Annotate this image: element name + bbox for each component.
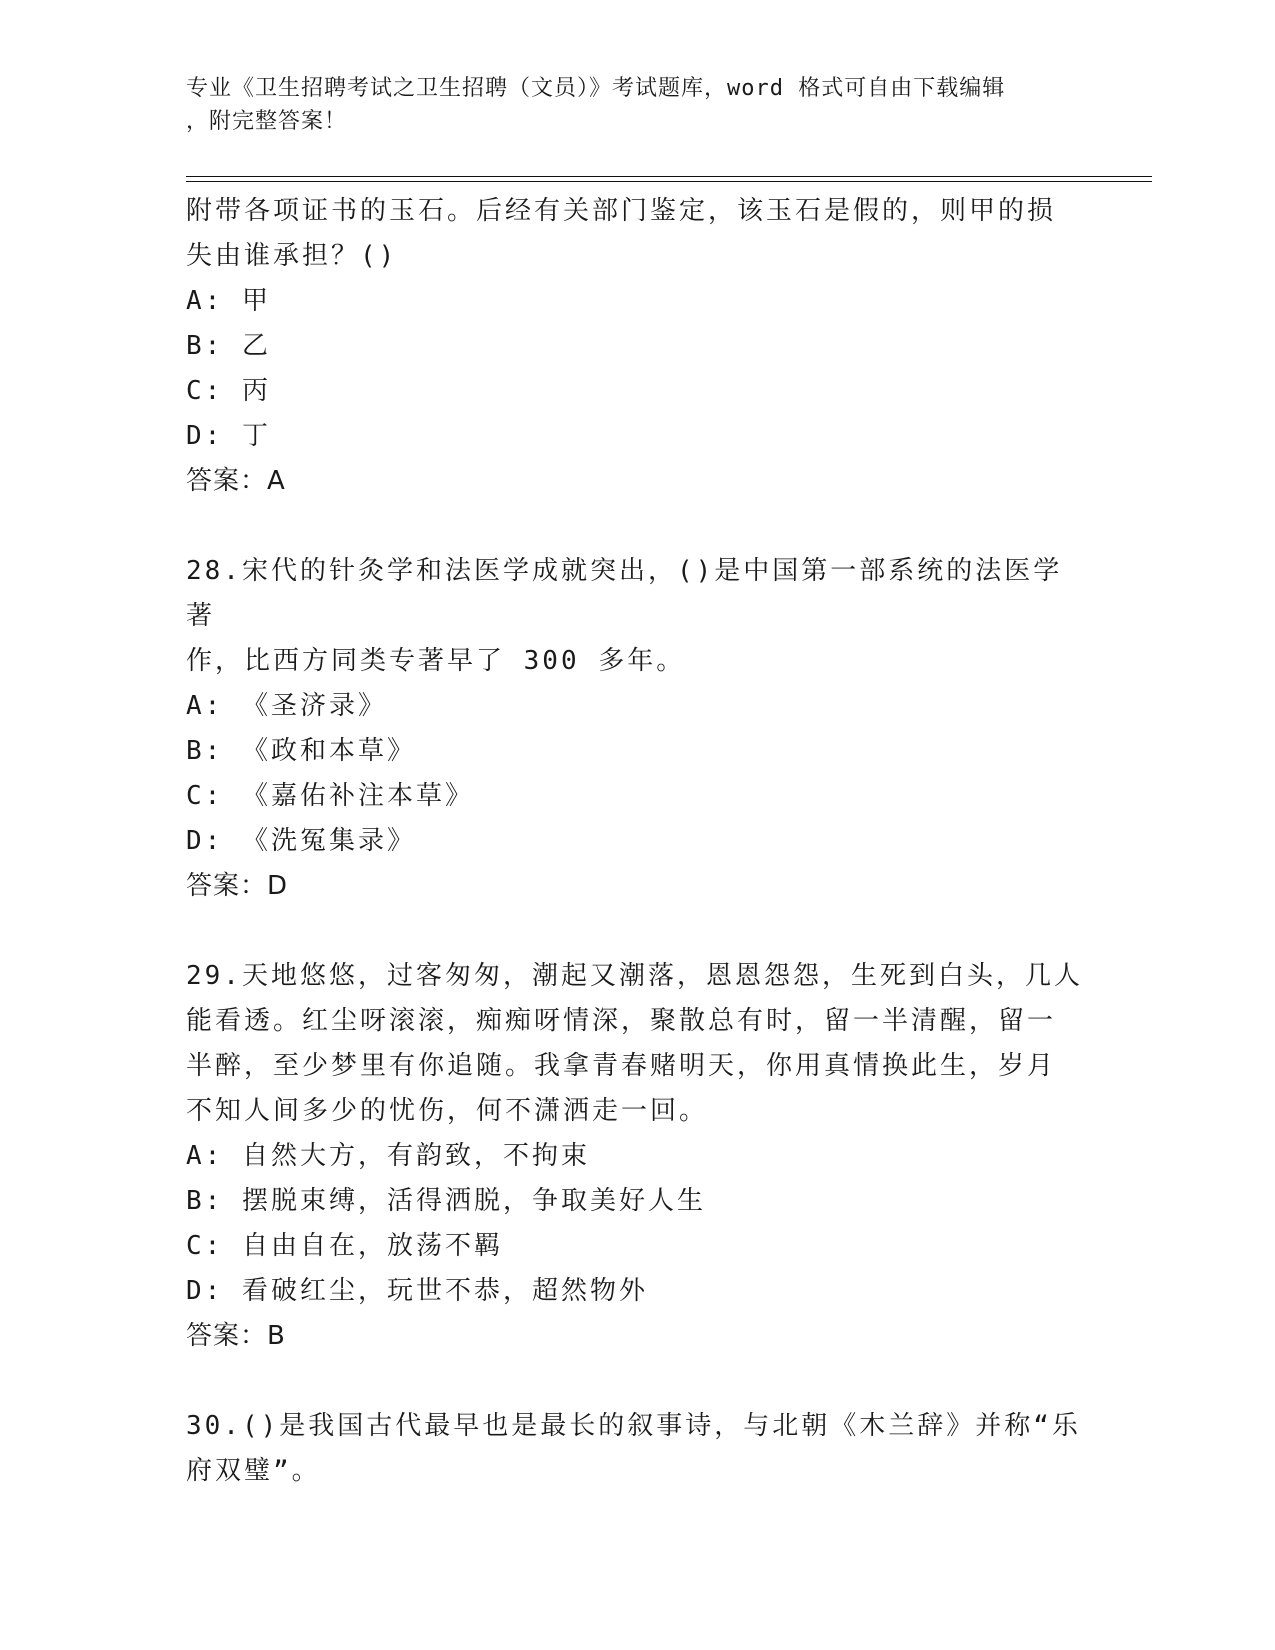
question-text-line: 29.天地悠悠，过客匆匆，潮起又潮落，恩恩怨怨，生死到白头，几人: [186, 961, 1083, 991]
option-a: A: 甲: [186, 286, 271, 316]
question-text-line: 能看透。红尘呀滚滚，痴痴呀情深，聚散总有时，留一半清醒，留一: [186, 1006, 1057, 1036]
spacer: [186, 1359, 1086, 1404]
option-b: B: 乙: [186, 331, 271, 361]
question-text-line: 28.宋代的针灸学和法医学成就突出，()是中国第一部系统的法医学著: [186, 556, 1063, 631]
question-text-line: 作，比西方同类专著早了 300 多年。: [186, 646, 686, 676]
question-text-line: 府双璧”。: [186, 1456, 321, 1486]
spacer: [186, 909, 1086, 954]
question-text-line: 附带各项证书的玉石。后经有关部门鉴定，该玉石是假的，则甲的损: [186, 196, 1057, 226]
header-line-2: ，附完整答案！: [186, 109, 348, 134]
option-c: C: 丙: [186, 376, 271, 406]
option-d: D: 看破红尘，玩世不恭，超然物外: [186, 1276, 648, 1306]
answer-line: 答案：A: [186, 466, 286, 496]
question-text-line: 半醉，至少梦里有你追随。我拿青春赌明天，你用真情换此生，岁月: [186, 1051, 1057, 1081]
answer-line: 答案：B: [186, 1321, 286, 1351]
header-line-1: 专业《卫生招聘考试之卫生招聘（文员）》考试题库，word 格式可自由下载编辑: [186, 76, 1006, 101]
header-divider-bottom: [186, 181, 1152, 182]
question-28: [186, 549, 1086, 909]
answer-line: 答案：D: [186, 871, 289, 901]
question-text-line: 不知人间多少的忧伤，何不潇洒走一回。: [186, 1096, 709, 1126]
option-a: A: 《圣济录》: [186, 691, 387, 721]
question-30: [186, 1404, 1086, 1494]
option-d: D: 《洗冤集录》: [186, 826, 416, 856]
question-text-line: 30.()是我国古代最早也是最长的叙事诗，与北朝《木兰辞》并称“乐: [186, 1411, 1081, 1441]
question-29: [186, 954, 1086, 1359]
document-header: [186, 72, 1066, 138]
option-c: C: 《嘉佑补注本草》: [186, 781, 474, 811]
option-b: B: 摆脱束缚，活得洒脱，争取美好人生: [186, 1186, 706, 1216]
question-list: [186, 189, 1086, 1494]
option-d: D: 丁: [186, 421, 271, 451]
header-divider-top: [186, 176, 1152, 177]
option-b: B: 《政和本草》: [186, 736, 416, 766]
question-27: [186, 189, 1086, 504]
option-c: C: 自由自在，放荡不羁: [186, 1231, 503, 1261]
option-a: A: 自然大方，有韵致，不拘束: [186, 1141, 590, 1171]
spacer: [186, 504, 1086, 549]
question-text-line: 失由谁承担？(): [186, 241, 398, 271]
